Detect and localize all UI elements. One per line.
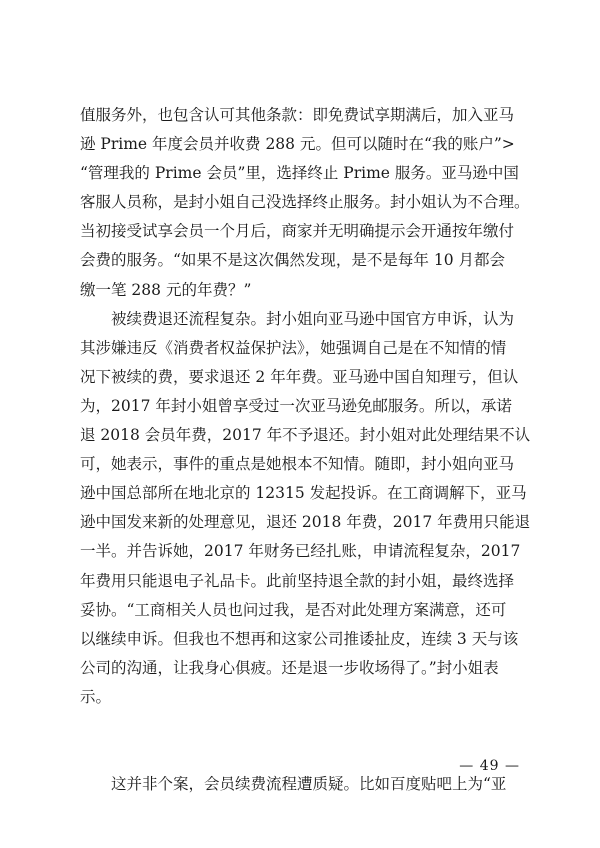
text-line — [80, 712, 524, 741]
text-line: 为，2017 年封小姐曾享受过一次亚马逊免邮服务。所以，承诺 — [80, 396, 512, 415]
text-line: 退 2018 会员年费，2017 年不予退还。封小姐对此处理结果不认 — [80, 426, 531, 445]
text-line: 逊 Prime 年度会员并收费 288 元。但可以随时在“我的账户”> — [80, 135, 515, 154]
text-line: 值服务外，也包含认可其他条款：即免费试享期满后，加入亚马 — [80, 106, 515, 124]
page-number: — 49 — — [459, 758, 520, 774]
text-line: 公司的沟通，让我身心俱疲。还是退一步收场得了。”封小姐表 — [80, 658, 499, 677]
text-line: 况下被续的费，要求退还 2 年年费。亚马逊中国自知理亏，但认 — [80, 367, 519, 386]
text-line: 其涉嫌违反《消费者权益保护法》，她强调自己是在不知情的情 — [80, 338, 507, 357]
text-line: 可，她表示，事件的重点是她根本不知情。随即，封小姐向亚马 — [80, 455, 515, 474]
text-line — [80, 741, 524, 770]
text-line: 逊中国总部所在地北京的 12315 发起投诉。在工商调解下，亚马 — [80, 484, 527, 503]
paragraph-first-line: 这并非个案，会员续费流程遭质疑。比如百度贴吧上为“亚 — [111, 775, 507, 794]
text-line: 以继续申诉。但我也不想再和这家公司推诿扯皮，连续 3 天与该 — [80, 629, 519, 648]
text-line: 示。 — [80, 687, 112, 706]
text-line: 妥协。“工商相关人员也问过我，是否对此处理方案满意，还可 — [80, 600, 507, 619]
text-line: 当初接受试享会员一个月后，商家并无明确提示会开通按年缴付 — [80, 222, 515, 241]
text-line: 逊中国发来新的处理意见，退还 2018 年费，2017 年费用只能退 — [80, 513, 531, 532]
text-line: 客服人员称，是封小姐自己没选择终止服务。封小姐认为不合理。 — [80, 193, 530, 212]
text-line: 会费的服务。“如果不是这次偶然发现，是不是每年 10 月都会 — [80, 251, 506, 270]
text-line: 缴一笔 288 元的年费？” — [80, 280, 252, 299]
text-line: 年费用只能退电子礼品卡。此前坚持退全款的封小姐，最终选择 — [80, 571, 515, 590]
page-body — [80, 101, 531, 799]
paragraph-first-line: 被续费退还流程复杂。封小姐向亚马逊中国官方申诉，认为 — [111, 309, 515, 328]
text-line: 一半。并告诉她，2017 年财务已经扎账，申请流程复杂，2017 — [80, 542, 521, 561]
text-line: “管理我的 Prime 会员”里，选择终止 Prime 服务。亚马逊中国 — [80, 164, 519, 183]
